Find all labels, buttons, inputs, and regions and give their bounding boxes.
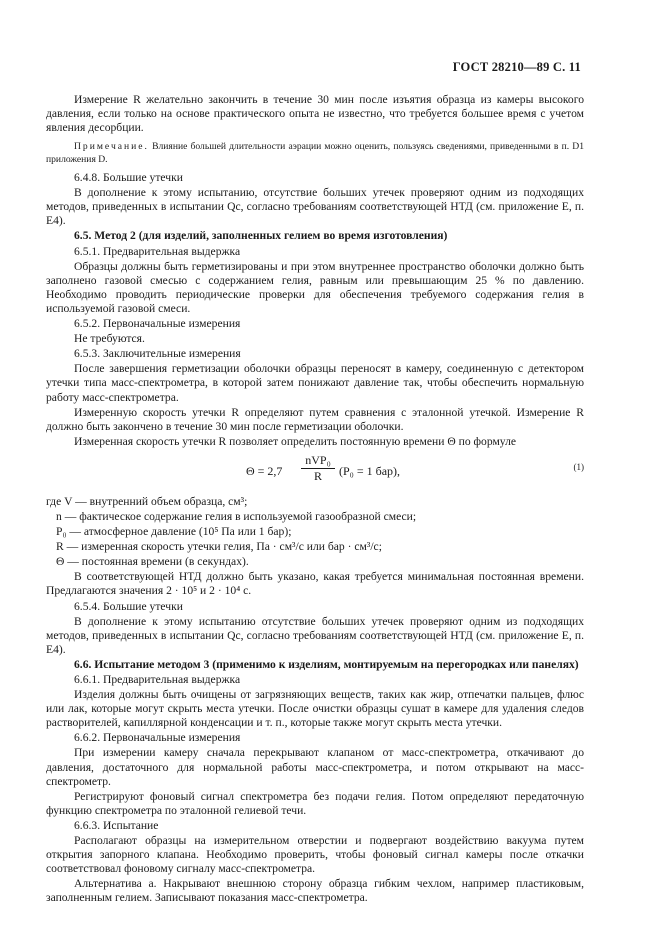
section-6-6-2-text2: Регистрируют фоновый сигнал спектрометра без подачи гелия. Потом определяют передаточную функцию спектрометра по эталонной гелиевой течи. bbox=[46, 789, 584, 817]
section-6-6-3-text: Располагают образцы на измерительном отверстии и подвергают воздействию вакуума путем открытия запорного клапана. Необходимо проверить, чтобы фоновый сигнал камеры после откачки соответствовал фоновому сигналу масс-спектрометра. bbox=[46, 834, 584, 876]
formula-1 bbox=[46, 453, 584, 489]
alternative-a: Альтернатива а. Накрывают внешнюю сторону образца гибким чехлом, например пластиковым, заполненным гелием. Записывают показания масс-спектрометра. bbox=[46, 877, 584, 905]
page-header: ГОСТ 28210—89 С. 11 bbox=[452, 60, 581, 74]
definition-item: P₀ — атмосферное давление (10⁵ Па или 1 бар); bbox=[56, 525, 292, 539]
document-body bbox=[46, 93, 584, 907]
section-6-6-3-title: 6.6.3. Испытание bbox=[74, 818, 159, 832]
section-6-6-2-text1: При измерении камеру сначала перекрывают клапаном от масс-спектрометра, откачивают до давления, достаточного для нормальной работы масс-спектрометра, и потом открывают на масс-спектрометр. bbox=[46, 746, 584, 788]
section-6-5-4-text: В дополнение к этому испытанию отсутствие больших утечек проверяют одним из подходящих методов, приведенных в испытании Qc, согласно требованиям соответствующей НТД (см. приложение Е, п. Е4). bbox=[46, 614, 584, 656]
section-6-5-2-text: Не требуются. bbox=[74, 332, 145, 346]
formula-denominator: R bbox=[313, 468, 322, 483]
section-6-5-3-text3: Измеренная скорость утечки R позволяет определить постоянную времени Θ по формуле bbox=[74, 434, 516, 448]
section-6-5-3-title: 6.5.3. Заключительные измерения bbox=[74, 347, 241, 361]
note-text: Влияние большей длительности аэрации можно оценить, пользуясь сведениями, приведенными в п. D1 приложения D. bbox=[46, 141, 584, 165]
section-6-5-3-text4: В соответствующей НТД должно быть указано, какая требуется минимальная постоянная времени. Предлагаются значения 2 · 10⁵ и 2 · 10⁴ с. bbox=[46, 570, 584, 598]
section-6-5-3-text2: Измеренную скорость утечки R определяют путем сравнения с эталонной утечкой. Измерение R должно быть закончено в течение 30 мин после герметизации оболочки. bbox=[46, 405, 584, 433]
section-6-5-title: 6.5. Метод 2 (для изделий, заполненных гелием во время изготовления) bbox=[74, 229, 448, 243]
definition-item: n — фактическое содержание гелия в используемой газообразной смеси; bbox=[56, 509, 417, 523]
definition-item: Θ — постоянная времени (в секундах). bbox=[56, 555, 249, 569]
paragraph-measurement-time: Измерение R желательно закончить в течение 30 мин после изъятия образца из камеры высокого давления, если только на основе практического опыта не известно, что требуется большее время с учетом явления десорбции. bbox=[46, 93, 584, 135]
formula-rhs: (P₀ = 1 бар), bbox=[339, 463, 401, 478]
section-6-6-2-title: 6.6.2. Первоначальные измерения bbox=[74, 731, 241, 745]
formula-fraction bbox=[301, 453, 335, 484]
section-6-5-4-title: 6.5.4. Большие утечки bbox=[74, 599, 183, 613]
definition-item: где V — внутренний объем образца, см³; bbox=[46, 494, 248, 508]
section-6-4-8-text: В дополнение к этому испытанию, отсутствие больших утечек проверяют одним из подходящих методов, приведенных в испытании Qc, согласно требованиям соответствующей НТД (см. приложение Е, п. Е4). bbox=[46, 186, 584, 228]
formula-number: (1) bbox=[573, 461, 584, 472]
formula-numerator: nVP₀ bbox=[301, 453, 335, 469]
definition-item: R — измеренная скорость утечки гелия, Па · см³/с или бар · см³/с; bbox=[56, 540, 382, 554]
note-label: Примечание. bbox=[74, 141, 149, 153]
section-6-4-8-title: 6.4.8. Большие утечки bbox=[74, 171, 183, 185]
section-6-5-1-title: 6.5.1. Предварительная выдержка bbox=[74, 244, 241, 258]
formula-lhs: Θ = 2,7 bbox=[246, 463, 283, 478]
section-6-5-2-title: 6.5.2. Первоначальные измерения bbox=[74, 317, 241, 331]
definitions-list bbox=[46, 495, 584, 569]
section-6-5-3-text1: После завершения герметизации оболочки образцы переносят в камеру, соединенную с детектором утечки типа масс-спектрометра, в которой затем понижают давление так, чтобы обеспечить нормальную работу масс-спектрометра. bbox=[46, 362, 584, 404]
section-6-6-title: 6.6. Испытание методом 3 (применимо к изделиям, монтируемым на перегородках или панелях) bbox=[74, 657, 579, 671]
section-6-5-1-text: Образцы должны быть герметизированы и при этом внутреннее пространство оболочки должно быть заполнено газовой смесью с содержанием гелия, равным или превышающим 25 % по давлению. Необходимо проводить периодические проверки для обеспечения требуемого содержания гелия в используемой газовой смеси. bbox=[46, 259, 584, 315]
section-6-6-1-title: 6.6.1. Предварительная выдержка bbox=[74, 673, 241, 686]
section-6-6-1-text: Изделия должны быть очищены от загрязняющих веществ, таких как жир, отпечатки пальцев, флюс или лак, которые могут скрыть места утечки. После очистки образцы сушат в камере для удаления следов растворителей, капиллярной конденсации и т. п., которые также могут скрыть места утечки. bbox=[46, 688, 584, 730]
note bbox=[46, 141, 584, 166]
